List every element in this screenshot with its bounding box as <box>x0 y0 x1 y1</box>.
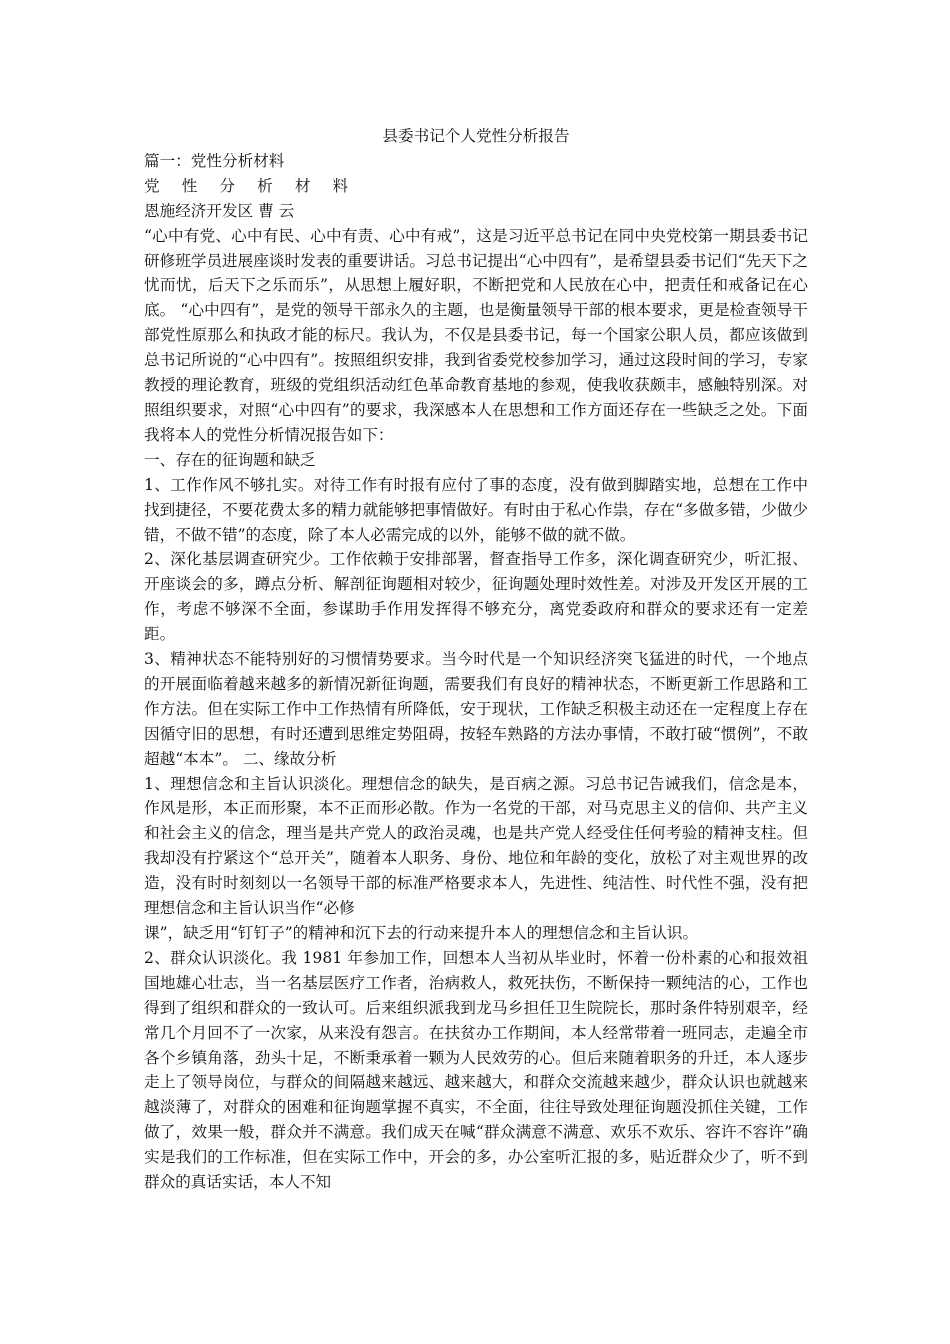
paragraph-cause-2: 2、群众认识淡化。我 1981 年参加工作，回想本人当初从毕业时，怀着一份朴素的心和报效祖国地雄心壮志，当一名基层医疗工作者，治病救人，救死扶伤，不断保持一颗纯洁的心，工作也得到了组织和群众的一致认可。后来组织派我到龙马乡担任卫生院院长，那时条件特别艰辛，经常几个月回不了一次家，从来没有怨言。在扶贫办工作期间，本人经常带着一班同志，走遍全市各个乡镇角落，劲头十足，不断秉承着一颗为人民效劳的心。但后来随着职务的升迁，本人逐步走上了领导岗位，与群众的间隔越来越远、越来越大，和群众交流越来越少，群众认识也就越来越淡薄了，对群众的困难和征询题掌握不真实，不全面，往往导致处理征询题没抓住关键，工作做了，效果一般，群众并不满意。我们成天在喊“群众满意不满意、欢乐不欢乐、容许不容许”确实是我们的工作标准，但在实际工作中，开会的多，办公室听汇报的多，贴近群众少了，听不到群众的真话实话，本人不知 <box>144 948 808 1192</box>
paragraph-cause-1: 1、理想信念和主旨认识淡化。理想信念的缺失，是百病之源。习总书记告诫我们，信念是本，作风是形，本正而形聚，本不正而形必散。作为一名党的干部，对马克思主义的信仰、共产主义和社会主义的信念，理当是共产党人的政治灵魂，也是共产党人经受住任何考验的精神支柱。但我却没有拧紧这个“总开关”，随着本人职务、身份、地位和年龄的变化，放松了对主观世界的改造，没有时时刻刻以一名领导干部的标准严格要求本人，先进性、纯洁性、时代性不强，没有把理想信念和主旨认识当作“必修 <box>144 774 808 918</box>
heading-spaced: 党 性 分 析 材 料 <box>144 176 357 195</box>
document-page <box>144 124 808 1195</box>
paragraph-item-2: 2、深化基层调查研究少。工作依赖于安排部署，督查指导工作多，深化调查研究少，听汇报、开座谈会的多，蹲点分析、解剖征询题相对较少，征询题处理时效性差。对涉及开发区开展的工作，考虑不够深不全面，参谋助手作用发挥得不够充分，离党委政府和群众的要求还有一定差距。 <box>144 550 808 644</box>
paragraph-intro: “心中有党、心中有民、心中有责、心中有戒”，这是习近平总书记在同中央党校第一期县委书记研修班学员进展座谈时发表的重要讲话。习总书记提出“心中四有”，是希望县委书记们“先天下之忧而忧，后天下之乐而乐”，从思想上履好职，不断把党和人民放在心中，把责任和戒备记在心底。 “心中四有”，是党的领导干部永久的主题，也是衡量领导干部的根本要求，更是检查领导干部党性原那么和执政才能的标尺。我认为，不仅是县委书记，每一个国家公职人员，都应该做到总书记所说的“心中四有”。按照组织安排，我到省委党校参加学习，通过这段时间的学习，专家教授的理论教育，班级的党组织活动红色革命教育基地的参观，使我收获颇丰，感触特别深。对照组织要求，对照“心中四有”的要求，我深感本人在思想和工作方面还存在一些缺乏之处。下面我将本人的党性分析情况报告如下： <box>144 226 808 444</box>
paragraph-item-3: 3、精神状态不能特别好的习惯情势要求。当今时代是一个知识经济突飞猛进的时代，一个地点的开展面临着越来越多的新情况新征询题，需要我们有良好的精神状态，不断更新工作思路和工作方法。但在实际工作中工作热情有所降低，安于现状，工作缺乏积极主动还在一定程度上存在因循守旧的思想，有时还遭到思维定势阻碍，按轻车熟路的方法办事情，不敢打破“惯例”，不敢超越“本本”。 二、缘故分析 <box>144 650 808 768</box>
paragraph-item-1: 1、工作作风不够扎实。对待工作有时报有应付了事的态度，没有做到脚踏实地，总想在工作中找到捷径，不要花费太多的精力就能够把事情做好。有时由于私心作祟，存在“多做多错，少做少错，不做不错”的态度，除了本人必需完成的以外，能够不做的就不做。 <box>144 475 808 544</box>
paragraph-cause-1-cont: 课”，缺乏用“钉钉子”的精神和沉下去的行动来提升本人的理想信念和主旨认识。 <box>144 924 699 942</box>
document-title: 县委书记个人党性分析报告 <box>382 127 570 145</box>
author-line: 恩施经济开发区 曹 云 <box>144 201 295 220</box>
section-heading-problems: 一、存在的征询题和缺乏 <box>144 450 316 469</box>
subheading: 篇一：党性分析材料 <box>144 151 285 170</box>
